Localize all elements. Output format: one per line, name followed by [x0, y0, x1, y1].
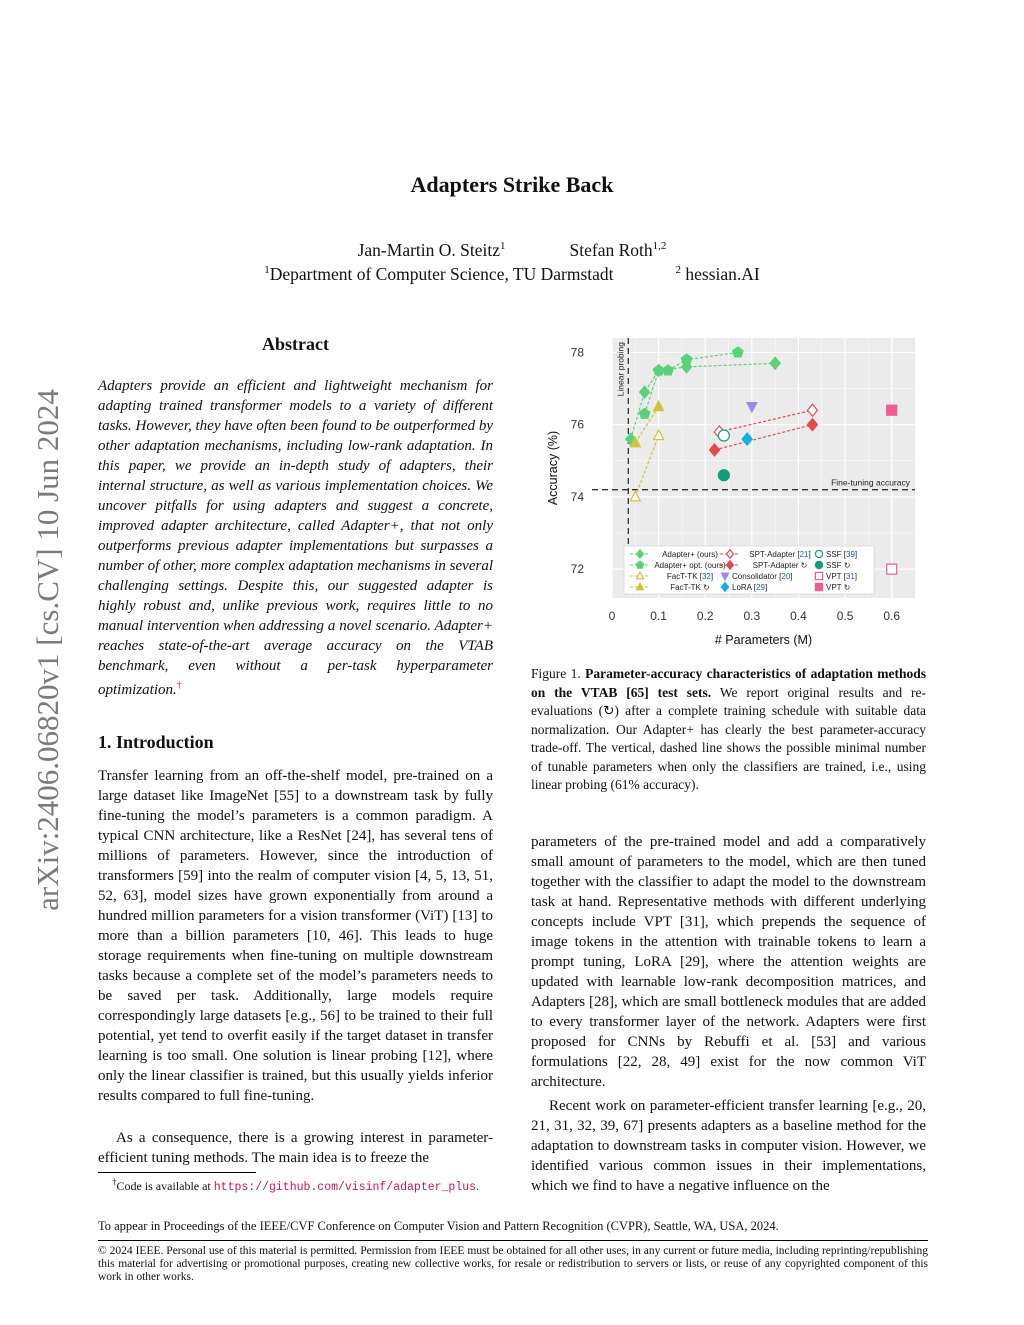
footnote-text: Code is available at	[116, 1179, 214, 1193]
affil-2-sup: 2	[675, 264, 681, 277]
y-tick-label: 74	[570, 489, 584, 504]
legend-item	[815, 583, 850, 592]
copyright-notice: © 2024 IEEE. Personal use of this material is permitted. Permission from IEEE must be obtained for all other uses, in any current or future media, including reprinting/republishing this material for advertising or promotional purposes, creating new collective works, for resale or redistribution to servers or lists, or reuse of any copyrighted component of this work in other works.	[98, 1245, 928, 1283]
abstract-heading: Abstract	[262, 334, 329, 354]
paper-title: Adapters Strike Back	[410, 172, 614, 197]
section-heading-introduction: 1. Introduction	[98, 732, 214, 752]
footnote-mark: †	[111, 1177, 117, 1187]
x-tick-label: 0.2	[696, 609, 714, 623]
legend-marker	[815, 550, 822, 557]
abstract-dagger: †	[176, 680, 182, 691]
footnote-end: .	[476, 1179, 480, 1193]
figure-caption-bold: Parameter-accuracy characteristics of adaptation methods on the VTAB [65] test sets.	[531, 666, 927, 700]
footer-rule	[98, 1240, 928, 1241]
abstract-body: Adapters provide an efficient and lightweight mechanism for adapting trained transformer models to a variety of different tasks. However, they have often been found to be outperformed by other adaptation mechanisms, including low-rank adaptation. In this paper, we provide an in-depth study of adapters, their internal structure, as well as various implementation choices. We uncover pitfalls for using adapters and suggest a concrete, improved adapter architecture, called Adapter+, that not only outperforms previous adapter implementations but surpasses a number of other, more complex adaptation mechanisms in several challenging settings. Despite this, our suggested adapter is highly robust and, unlike previous work, requires little to no manual intervention when addressing a novel scenario. Adapter+ reaches state-of-the-art average accuracy on the VTAB benchmark, even without a per-task hyperparameter optimization.	[98, 378, 493, 698]
legend-bracket: ]	[808, 550, 811, 559]
legend-item	[721, 572, 792, 581]
series-11	[887, 405, 897, 415]
legend-bracket: [	[797, 550, 800, 559]
legend-label: SSF [39]	[826, 550, 858, 559]
legend-cite[interactable]: 21	[799, 550, 809, 559]
legend-bracket: [	[753, 583, 757, 592]
x-axis-label: # Parameters (M)	[714, 633, 813, 647]
legend-marker	[815, 583, 822, 590]
legend-cite[interactable]: 29	[756, 583, 765, 592]
legend-bracket: [	[779, 572, 782, 581]
intro-paragraph-2: As a consequence, there is a growing interest in parameter-efficient tuning methods. The main idea is to freeze the	[98, 1130, 493, 1166]
author-2: Stefan Roth	[569, 240, 653, 260]
data-point	[718, 470, 729, 481]
legend-marker	[815, 572, 822, 579]
legend-bracket: ]	[764, 583, 768, 592]
legend-label: Consolidator [20]	[732, 572, 793, 581]
series-8	[718, 430, 729, 441]
legend-label: SPT-Adapter [21]	[749, 550, 811, 559]
x-tick-label: 0.5	[836, 609, 854, 623]
x-tick-label: 0	[608, 609, 616, 623]
venue-note: To appear in Proceedings of the IEEE/CVF Conference on Computer Vision and Pattern Recognition (CVPR), Seattle, WA, USA, 2024.	[98, 1219, 779, 1233]
y-axis-label: Accuracy (%)	[546, 430, 560, 506]
figure-label: Figure 1.	[531, 666, 581, 681]
legend-label: FacT-TK [32]	[666, 572, 714, 581]
legend-label: Adapter+ (ours)	[662, 550, 718, 559]
legend-label: LoRA [29]	[732, 583, 768, 592]
right-paragraph-2: Recent work on parameter-efficient transfer learning [e.g., 20, 21, 31, 32, 39, 67] presents adapters as a baseline method for the adaptation to downstream tasks in computer vision. However, we identified various common issues in their implementations, which we find to have a negative influence on the	[531, 1098, 926, 1194]
footnote	[98, 1177, 493, 1194]
footnote-rule	[98, 1172, 256, 1173]
legend-cite[interactable]: 39	[846, 550, 855, 559]
affil-1-sup: 1	[264, 264, 270, 277]
figure-1-chart	[540, 330, 930, 650]
data-point	[887, 564, 897, 574]
affiliation-line	[0, 264, 1024, 285]
figure-caption-text: We report original results and re-evaluations (↻) after a complete training schedule with suitable data normalization. Our Adapter+ has clearly the best parameter-accuracy trade-off. The vertical, dashed line shows the possible minimal number of tunable parameters when only the classifiers are trained, i.e., using linear probing (61% accuracy).	[531, 684, 926, 792]
y-tick-label: 78	[570, 345, 584, 360]
linear-probing-label: Linear probing	[615, 342, 626, 397]
legend-label: FacT-TK ↻	[670, 583, 710, 592]
x-tick-label: 0.4	[790, 609, 807, 623]
legend-bracket: ]	[710, 572, 714, 581]
y-tick-label: 72	[570, 562, 584, 577]
legend-bracket: ]	[854, 550, 858, 559]
affiliation-1: Department of Computer Science, TU Darmstadt	[269, 264, 614, 284]
intro-paragraph-1: Transfer learning from an off-the-shelf model, pre-trained on a large dataset like ImageNet [55] to a downstream task by fully fine-tuning the model’s parameters is a common paradigm. A typical CNN architecture, like a ResNet [24], has several tens of millions of parameters. However, since the introduction of transformers [59] into the realm of computer vision [4, 5, 13, 51, 52, 63], model sizes have grown exponentially from around a hundred million parameters for a vision transformer (ViT) [13] to more than a billion parameters [10, 46]. This leads to huge storage requirements when fine-tuning on multiple downstream tasks because a complete set of the model’s parameters needs to be saved per task. Additionally, large models require correspondingly large datasets [e.g., 56] to be trained to their full potential, yet tend to overfit easily if the target dataset in transfer learning is too small. One solution is linear probing [12], where only the linear classifier is trained, but this usually yields inferior results compared to full fine-tuning.	[98, 768, 493, 1104]
data-point	[718, 430, 729, 441]
series-9	[718, 470, 729, 481]
legend-label: VPT [31]	[826, 572, 858, 581]
legend-label: VPT ↻	[826, 583, 851, 592]
legend-marker	[815, 561, 822, 568]
code-link[interactable]: https://github.com/visinf/adapter_plus	[213, 1181, 477, 1194]
legend-bracket: [	[843, 572, 846, 581]
legend-label: SSF ↻	[826, 561, 851, 570]
legend-bracket: ]	[854, 572, 858, 581]
data-point	[887, 405, 897, 415]
arxiv-stamp: arXiv:2406.06820v1 [cs.CV] 10 Jun 2024	[30, 389, 65, 911]
legend-cite[interactable]: 20	[781, 572, 791, 581]
author-2-sup: 1,2	[652, 240, 667, 253]
legend-bracket: [	[699, 572, 702, 581]
x-tick-label: 0.1	[650, 609, 667, 623]
figure-caption	[531, 665, 926, 795]
x-tick-label: 0.3	[743, 609, 761, 623]
legend-label: Adapter+ opt. (ours)	[654, 561, 726, 570]
legend-cite[interactable]: 31	[845, 572, 855, 581]
author-1: Jan-Martin O. Steitz	[357, 240, 501, 260]
abstract-text	[98, 376, 493, 700]
legend-bracket: ]	[790, 572, 793, 581]
finetuning-label: Fine-tuning accuracy	[831, 477, 910, 488]
author-1-sup: 1	[500, 240, 506, 253]
legend-item	[815, 572, 857, 581]
x-tick-label: 0.6	[883, 609, 901, 623]
legend-item	[815, 561, 850, 570]
series-10	[887, 564, 897, 574]
y-tick-label: 76	[570, 417, 584, 432]
legend-label: SPT-Adapter ↻	[752, 561, 808, 570]
legend-bracket: [	[843, 550, 847, 559]
legend-cite[interactable]: 32	[701, 572, 711, 581]
affiliation-2: hessian.AI	[685, 264, 760, 284]
right-paragraph-1: parameters of the pre-trained model and add a comparatively small amount of parameters to the model, which are then tuned together with the classifier to adapt the model to the downstream task at hand. Representative methods with different underlying concepts include VPT [31], which prepends the sequence of image tokens in the attention with trainable tokens to learn a prompt tuning, LoRA [29], where the attention weights are updated with learnable low-rank decomposition matrices, and Adapters [28], which are small bottleneck modules that are added to every transformer layer of the network. Adapters were first proposed for CNNs by Rebuffi et al. [53] and various formulations [22, 28, 49] exist for the now common ViT architecture.	[531, 834, 926, 1090]
author-line	[0, 240, 1024, 261]
